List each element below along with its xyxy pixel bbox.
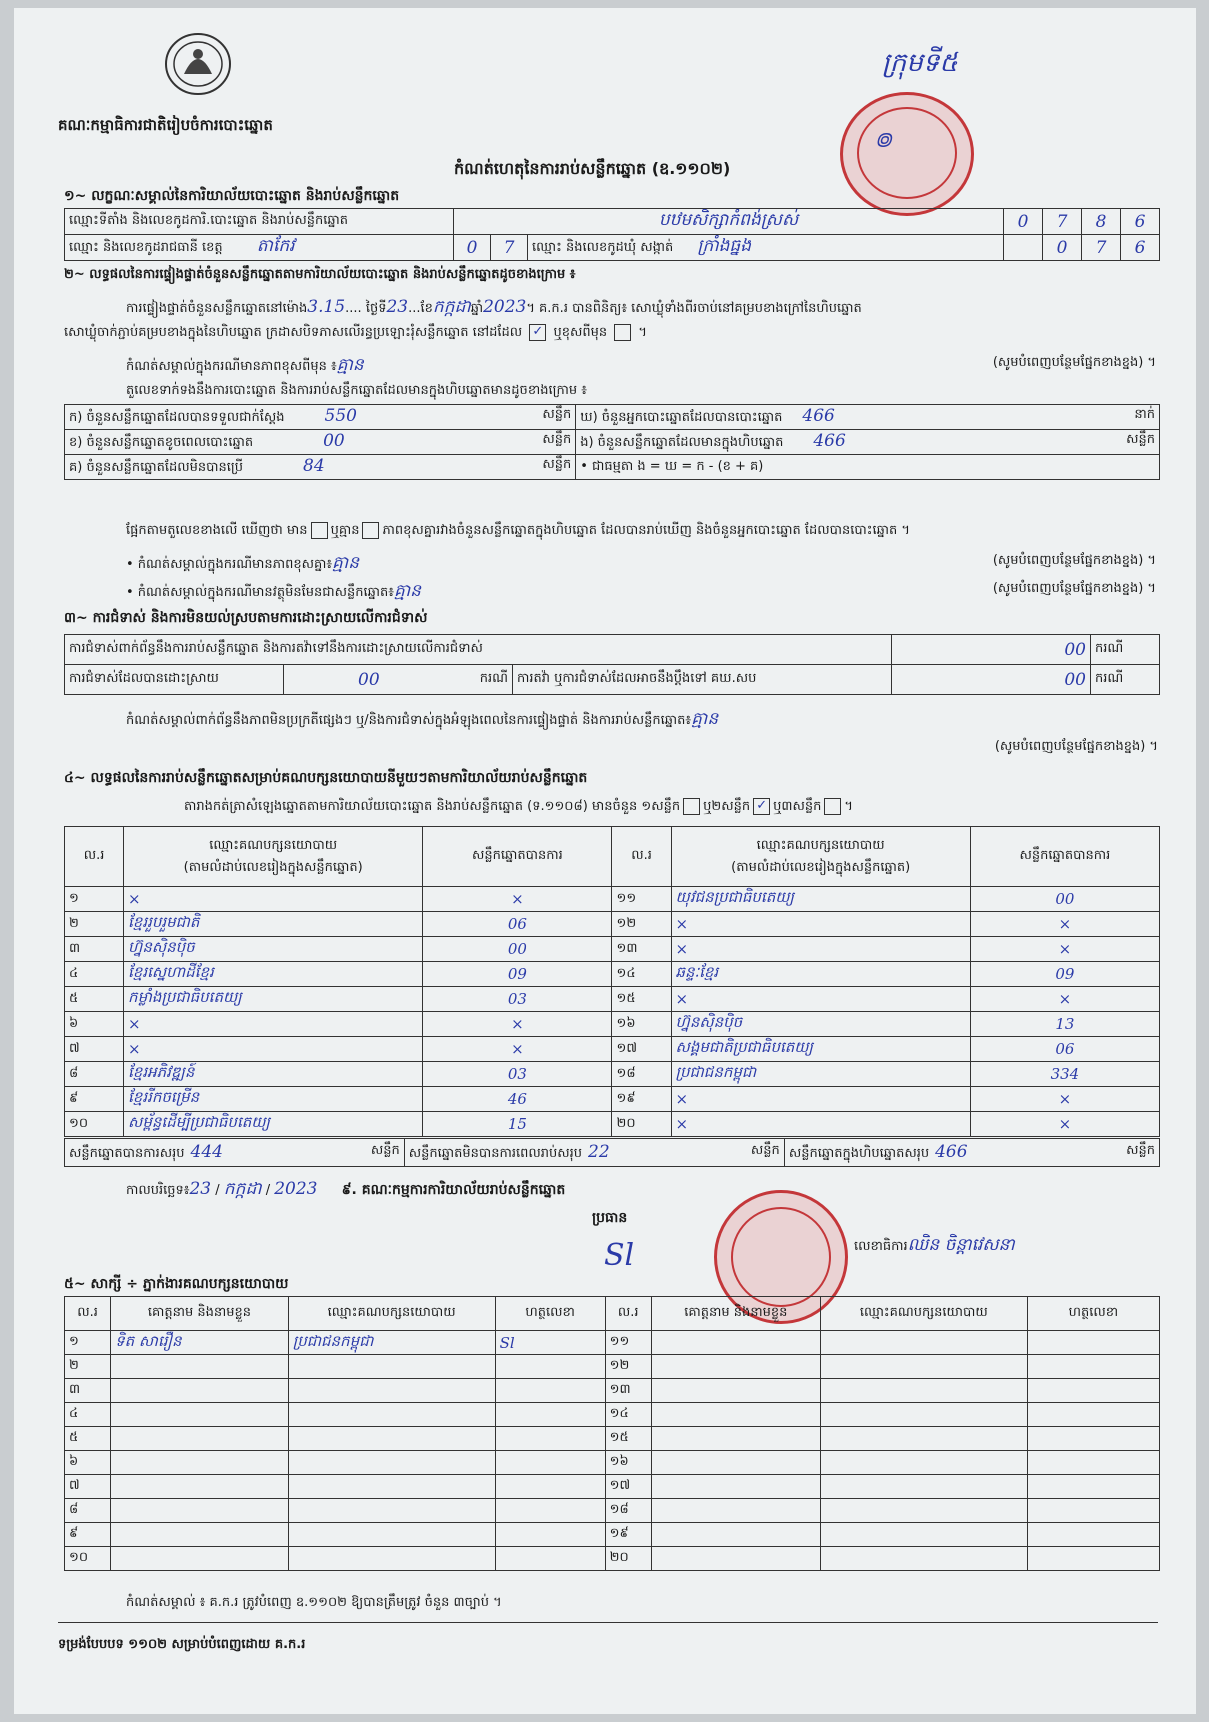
province-label: ឈ្មោះ និងលេខកូដរាជធានី ខេត្ត តាកែវ bbox=[65, 235, 454, 261]
count-d-value: 466 bbox=[802, 406, 835, 426]
witness-name bbox=[111, 1475, 289, 1499]
witness-name bbox=[651, 1451, 820, 1475]
signature-top: ៙ bbox=[874, 128, 893, 153]
result-party: សង្គមជាតិប្រជាធិបតេយ្យ bbox=[671, 1037, 970, 1062]
col-party-right: ឈ្មោះគណបក្សនយោបាយ (តាមលំដាប់លេខរៀងក្នុងសន្លឹកឆ្នោត) bbox=[671, 827, 970, 887]
witness-party bbox=[820, 1523, 1027, 1547]
witness-party bbox=[820, 1379, 1027, 1403]
results-row bbox=[65, 1112, 1160, 1137]
witness-no: ១៥ bbox=[605, 1427, 651, 1451]
diff-note-value: គ្មាន bbox=[332, 553, 360, 573]
date-month: កក្កដា bbox=[223, 1179, 262, 1199]
result-votes: 00 bbox=[423, 937, 612, 962]
chair-signature: Sl bbox=[604, 1238, 635, 1273]
result-party: ខ្មែររួបរួមជាតិ bbox=[124, 912, 423, 937]
handwritten-group: ក្រុមទី៥ bbox=[882, 48, 958, 78]
witness-sign bbox=[495, 1427, 605, 1451]
result-no: ៥ bbox=[65, 987, 124, 1012]
witness-no: ២ bbox=[65, 1355, 111, 1379]
office-code-2: 7 bbox=[1043, 209, 1082, 235]
witness-name bbox=[111, 1403, 289, 1427]
formula: • ជាធម្មតា ង = ឃ = ក - (ខ + គ) bbox=[576, 455, 1160, 480]
change-note-value: គ្មាន bbox=[336, 355, 364, 375]
witness-party bbox=[288, 1427, 495, 1451]
witness-party bbox=[820, 1355, 1027, 1379]
section4-heading: ៤~ លទ្ធផលនៃការរាប់សន្លឹកឆ្នោតសម្រាប់គណបក្សនយោបាយនីមួយៗតាមការិយាល័យរាប់សន្លឹកឆ្នោត bbox=[64, 770, 588, 786]
objection-row3-value: 00 bbox=[892, 665, 1091, 695]
witness-name: ទិត សារឿន bbox=[111, 1331, 289, 1355]
witness-sign bbox=[1027, 1427, 1159, 1451]
result-no: ១ bbox=[65, 887, 124, 912]
col-votes-right: សន្លឹកឆ្នោតបានការ bbox=[970, 827, 1159, 887]
witness-party bbox=[288, 1355, 495, 1379]
result-votes: 00 bbox=[970, 887, 1159, 912]
counts-table: ក) ចំនួនសន្លឹកឆ្នោតដែលបានទទួលជាក់ស្តែង 550 សន្លឹក ឃ) ចំនួនអ្នកបោះឆ្នោតដែលបានបោះឆ្នោត 466 នាក់ ខ) ចំនួនសន្លឹកឆ្នោតខូចពេលបោះឆ្នោត 00 សន្លឹក ង) ចំនួនសន្លឹកឆ្នោតដែលមានក្នុងហិបឆ្នោត 466 សន្លឹក គ) ចំនួនសន្លឹកឆ្នោតដែលមិនបានប្រើ 84 សន្លឹក • ជាធម្មតា ង = ឃ = ក - (ខ + គ) bbox=[64, 404, 1160, 480]
total-invalid-value: 22 bbox=[588, 1141, 610, 1162]
witness-no: ១៧ bbox=[605, 1475, 651, 1499]
objections-table: ការជំទាស់ពាក់ព័ន្ធនឹងការរាប់សន្លឹកឆ្នោត និងការតវ៉ាទៅនឹងការដោះស្រាយលើការជំទាស់ 00 ករណី ការជំទាស់ដែលបានដោះស្រាយ 00 ករណី ការតវ៉ា ឬការជំទាស់ដែលអាចនឹងប្តឹងទៅ គឃ.សប 00 ករណី bbox=[64, 634, 1160, 695]
witness-row bbox=[65, 1379, 1160, 1403]
witness-table bbox=[64, 1296, 1160, 1571]
result-no: ១៥ bbox=[612, 987, 671, 1012]
result-votes: 06 bbox=[423, 912, 612, 937]
form-title: កំណត់ហេតុនៃការរាប់សន្លឹកឆ្នោត (ឧ.១១០២) bbox=[454, 159, 731, 178]
witness-sign bbox=[495, 1355, 605, 1379]
count-a-label: ក) ចំនួនសន្លឹកឆ្នោតដែលបានទទួលជាក់ស្តែង bbox=[69, 410, 285, 425]
witness-no: ៧ bbox=[65, 1475, 111, 1499]
count-a-value: 550 bbox=[324, 406, 357, 426]
witness-party bbox=[288, 1451, 495, 1475]
results-row bbox=[65, 1012, 1160, 1037]
count-d-label: ឃ) ចំនួនអ្នកបោះឆ្នោតដែលបានបោះឆ្នោត bbox=[580, 410, 783, 425]
witness-party bbox=[288, 1523, 495, 1547]
result-votes: × bbox=[970, 1087, 1159, 1112]
result-no: ៦ bbox=[65, 1012, 124, 1037]
date-day: 23 bbox=[189, 1179, 212, 1199]
no-diff-checkbox[interactable] bbox=[362, 522, 379, 539]
witness-name bbox=[651, 1355, 820, 1379]
witness-party bbox=[288, 1475, 495, 1499]
verification-line-2: សោឃ្លុំចាក់ភ្ជាប់គម្របខាងក្នុងនៃហិបឆ្នោត ក្រដាសបិទភាសលើរន្ធប្រឡោះរុំសន្លឹកឆ្នោត នៅដដែល ✓ ឬខុសពីមុន ។ bbox=[64, 324, 647, 340]
result-votes: × bbox=[423, 1037, 612, 1062]
date-year: 2023 bbox=[274, 1179, 318, 1199]
footer-note: កំណត់សម្គាល់ ៖ គ.ក.រ ត្រូវបំពេញ ឧ.១១០២ ឱ្យបានត្រឹមត្រូវ ចំនួន ៣ច្បាប់ ។ bbox=[126, 1595, 502, 1610]
witness-party bbox=[820, 1547, 1027, 1571]
witness-sign bbox=[1027, 1331, 1159, 1355]
result-no: ១២ bbox=[612, 912, 671, 937]
org-name: គណៈកម្មាធិការជាតិរៀបចំការបោះឆ្នោត bbox=[58, 116, 273, 134]
result-votes: × bbox=[423, 887, 612, 912]
total-invalid-label: សន្លឹកឆ្នោតមិនបានការពេលរាប់សរុប bbox=[408, 1145, 583, 1161]
result-party: យុវជនប្រជាធិបតេយ្យ bbox=[671, 887, 970, 912]
result-party: × bbox=[124, 1012, 423, 1037]
results-row bbox=[65, 887, 1160, 912]
col-no-right: ល.រ bbox=[612, 827, 671, 887]
month-value: កក្កដា bbox=[432, 297, 471, 317]
witness-name bbox=[651, 1499, 820, 1523]
result-party: × bbox=[124, 1037, 423, 1062]
result-no: ៩ bbox=[65, 1087, 124, 1112]
commune-code-2: 7 bbox=[1082, 235, 1121, 261]
result-no: ៣ bbox=[65, 937, 124, 962]
result-no: ៤ bbox=[65, 962, 124, 987]
tally-sheets-line: តារាងកត់ត្រាសំឡេងឆ្នោតតាមការិយាល័យបោះឆ្នោត និងរាប់សន្លឹកឆ្នោត (ទ.១១០៨) មានចំនួន ១សន្លឹក ឬ២សន្លឹក ✓ ឬ៣សន្លឹក ។ bbox=[184, 798, 853, 814]
witness-sign bbox=[1027, 1475, 1159, 1499]
result-votes: × bbox=[970, 1112, 1159, 1137]
secretary-value: ឈិន ចិន្តាវេសនា bbox=[907, 1235, 1015, 1255]
witness-no: ៨ bbox=[65, 1499, 111, 1523]
col-party-left: ឈ្មោះគណបក្សនយោបាយ (តាមលំដាប់លេខរៀងក្នុងសន្លឹកឆ្នោត) bbox=[124, 827, 423, 887]
result-no: ២០ bbox=[612, 1112, 671, 1137]
witness-party bbox=[820, 1451, 1027, 1475]
witness-row bbox=[65, 1499, 1160, 1523]
witness-row bbox=[65, 1403, 1160, 1427]
result-party: ឆន្ទៈខ្មែរ bbox=[671, 962, 970, 987]
province-code-1: 0 bbox=[454, 235, 491, 261]
col-no-left: ល.រ bbox=[65, 827, 124, 887]
result-votes: 15 bbox=[423, 1112, 612, 1137]
result-party: × bbox=[671, 912, 970, 937]
result-party: × bbox=[671, 1112, 970, 1137]
witness-sign bbox=[495, 1403, 605, 1427]
objection-row3-label: ការតវ៉ា ឬការជំទាស់ដែលអាចនឹងប្តឹងទៅ គឃ.សប bbox=[513, 665, 892, 695]
year-value: 2023 bbox=[483, 297, 527, 317]
witness-party bbox=[820, 1475, 1027, 1499]
commune-value: ក្រាំងធ្នង bbox=[697, 236, 752, 256]
office-label: ឈ្មោះទីតាំង និងលេខកូដការិ.បោះឆ្នោត និងរាប់សន្លឹកឆ្នោត bbox=[65, 209, 454, 235]
total-valid-label: សន្លឹកឆ្នោតបានការសរុប bbox=[69, 1145, 185, 1161]
count-e-value: 466 bbox=[813, 431, 846, 451]
office-code-3: 8 bbox=[1082, 209, 1121, 235]
results-row bbox=[65, 962, 1160, 987]
section1-heading: ១~ លក្ខណៈសម្គាល់នៃការិយាល័យបោះឆ្នោត និងរាប់សន្លឹកឆ្នោត bbox=[64, 188, 400, 204]
count-b-value: 00 bbox=[323, 431, 345, 451]
witness-row bbox=[65, 1475, 1160, 1499]
witness-party bbox=[820, 1499, 1027, 1523]
witness-sign bbox=[1027, 1523, 1159, 1547]
official-stamp-top bbox=[840, 92, 974, 216]
witness-no: ៣ bbox=[65, 1379, 111, 1403]
witness-name bbox=[651, 1331, 820, 1355]
unchanged-checkbox[interactable]: ✓ bbox=[529, 324, 546, 341]
result-party: ហ្វ៊ុនស៊ិនប៉ិច bbox=[671, 1012, 970, 1037]
result-votes: 13 bbox=[970, 1012, 1159, 1037]
section5-heading: ៥~ សាក្សី ÷ ភ្នាក់ងារគណបក្សនយោបាយ bbox=[64, 1276, 289, 1292]
results-totals: សន្លឹកឆ្នោតបានការសរុប 444 សន្លឹក សន្លឹកឆ្នោតមិនបានការពេលរាប់សរុប 22 សន្លឹក សន្លឹកឆ្នោតក្នុងហិបឆ្នោតសរុប 466 សន្លឹក bbox=[64, 1138, 1160, 1167]
results-table bbox=[64, 826, 1160, 1137]
result-party: ខ្មែររីកចម្រើន bbox=[124, 1087, 423, 1112]
result-votes: 334 bbox=[970, 1062, 1159, 1087]
one-sheet-checkbox[interactable] bbox=[683, 798, 700, 815]
result-party: ប្រជាជនកម្ពុជា bbox=[671, 1062, 970, 1087]
witness-name bbox=[111, 1427, 289, 1451]
witness-party bbox=[288, 1379, 495, 1403]
w-col-no-left: ល.រ bbox=[65, 1297, 111, 1331]
results-row bbox=[65, 1037, 1160, 1062]
witness-name bbox=[651, 1475, 820, 1499]
emblem-logo bbox=[162, 30, 234, 98]
commune-code-1: 0 bbox=[1043, 235, 1082, 261]
commune-cell: ឈ្មោះ និងលេខកូដឃុំ សង្កាត់ ក្រាំងធ្នង bbox=[528, 235, 1004, 261]
form-page bbox=[14, 8, 1196, 1714]
commune-code-3: 6 bbox=[1121, 235, 1160, 261]
w-col-sign-right: ហត្ថលេខា bbox=[1027, 1297, 1159, 1331]
witness-no: ១៤ bbox=[605, 1403, 651, 1427]
witness-no: ១០ bbox=[65, 1547, 111, 1571]
count-c-label: គ) ចំនួនសន្លឹកឆ្នោតដែលមិនបានប្រើ bbox=[69, 460, 243, 475]
witness-sign bbox=[1027, 1451, 1159, 1475]
objection-row2-label: ការជំទាស់ដែលបានដោះស្រាយ bbox=[65, 665, 284, 695]
results-row bbox=[65, 1087, 1160, 1112]
witness-party bbox=[820, 1403, 1027, 1427]
witness-name bbox=[111, 1355, 289, 1379]
witness-sign bbox=[1027, 1355, 1159, 1379]
result-party: ខ្មែរស្នេហាដីខ្មែរ bbox=[124, 962, 423, 987]
has-diff-checkbox[interactable] bbox=[311, 522, 328, 539]
witness-sign bbox=[1027, 1499, 1159, 1523]
day-value: 23 bbox=[386, 297, 409, 317]
witness-name bbox=[651, 1547, 820, 1571]
witness-no: ១៦ bbox=[605, 1451, 651, 1475]
witness-sign bbox=[495, 1523, 605, 1547]
chair-label: ប្រធាន bbox=[592, 1210, 628, 1226]
witness-sign bbox=[495, 1451, 605, 1475]
witness-row bbox=[65, 1523, 1160, 1547]
result-votes: 09 bbox=[970, 962, 1159, 987]
witness-party bbox=[288, 1547, 495, 1571]
witness-row bbox=[65, 1427, 1160, 1451]
witness-sign bbox=[495, 1499, 605, 1523]
time-value: 3.15 bbox=[307, 297, 346, 317]
results-row bbox=[65, 1062, 1160, 1087]
invalid-note-value: គ្មាន bbox=[393, 581, 421, 601]
col-votes-left: សន្លឹកឆ្នោតបានការ bbox=[423, 827, 612, 887]
witness-row bbox=[65, 1451, 1160, 1475]
section3-heading: ៣~ ការជំទាស់ និងការមិនយល់ស្របតាមការដោះស្រាយលើការជំទាស់ bbox=[64, 610, 428, 626]
witness-no: ១ bbox=[65, 1331, 111, 1355]
results-row bbox=[65, 937, 1160, 962]
result-votes: 09 bbox=[423, 962, 612, 987]
total-box-label: សន្លឹកឆ្នោតក្នុងហិបឆ្នោតសរុប bbox=[788, 1145, 930, 1161]
witness-name bbox=[111, 1523, 289, 1547]
total-valid-value: 444 bbox=[190, 1141, 223, 1162]
result-no: ១៤ bbox=[612, 962, 671, 987]
witness-name bbox=[651, 1427, 820, 1451]
witness-sign bbox=[1027, 1547, 1159, 1571]
count-e-label: ង) ចំនួនសន្លឹកឆ្នោតដែលមានក្នុងហិបឆ្នោត bbox=[580, 435, 784, 450]
witness-row bbox=[65, 1355, 1160, 1379]
witness-name bbox=[111, 1379, 289, 1403]
irregularity-note-suffix: (សូមបំពេញបន្ថែមផ្នែកខាងខ្នង) ។ bbox=[994, 739, 1158, 754]
result-no: ១១ bbox=[612, 887, 671, 912]
footer-rule bbox=[58, 1622, 1158, 1623]
w-col-party-right: ឈ្មោះគណបក្សនយោបាយ bbox=[820, 1297, 1027, 1331]
result-party: ខ្មែរអភិវឌ្ឍន៍ bbox=[124, 1062, 423, 1087]
objection-row2-value: 00 bbox=[358, 669, 380, 690]
result-no: ១៨ bbox=[612, 1062, 671, 1087]
result-no: ៨ bbox=[65, 1062, 124, 1087]
difference-line: ផ្អែកតាមតួលេខខាងលើ ឃើញថា មាន ឬគ្មាន ភាពខុសគ្នារវាងចំនួនសន្លឹកឆ្នោតក្នុងហិបឆ្នោត ដែលបានរាប់ឃើញ និងចំនួនអ្នកបោះឆ្នោត ដែលបានបោះឆ្នោត ។ bbox=[126, 523, 910, 538]
witness-name bbox=[111, 1451, 289, 1475]
witness-no: ១២ bbox=[605, 1355, 651, 1379]
witness-name bbox=[651, 1379, 820, 1403]
witness-no: ៤ bbox=[65, 1403, 111, 1427]
result-votes: × bbox=[423, 1012, 612, 1037]
diff-note-line: • កំណត់សម្គាល់ក្នុងករណីមានភាពខុសគ្នា៖គ្មាន (សូមបំពេញបន្ថែមផ្នែកខាងខ្នង) ។ bbox=[126, 553, 1156, 573]
witness-no: ១៨ bbox=[605, 1499, 651, 1523]
witness-row bbox=[65, 1547, 1160, 1571]
witness-no: ៩ bbox=[65, 1523, 111, 1547]
result-party: កម្លាំងប្រជាធិបតេយ្យ bbox=[124, 987, 423, 1012]
w-col-no-right: ល.រ bbox=[605, 1297, 651, 1331]
result-votes: × bbox=[970, 912, 1159, 937]
invalid-note-line: • កំណត់សម្គាល់ក្នុងករណីមានវត្ថុមិនមែនជាសន្លឹកឆ្នោត៖គ្មាន (សូមបំពេញបន្ថែមផ្នែកខាងខ្នង) ។ bbox=[126, 581, 1156, 601]
witness-no: ២០ bbox=[605, 1547, 651, 1571]
witness-sign bbox=[495, 1547, 605, 1571]
witness-name bbox=[651, 1403, 820, 1427]
witness-party bbox=[820, 1331, 1027, 1355]
office-code-4: 6 bbox=[1121, 209, 1160, 235]
witness-party: ប្រជាជនកម្ពុជា bbox=[288, 1331, 495, 1355]
irregularity-note: កំណត់សម្គាល់ពាក់ព័ន្ធនឹងភាពមិនប្រក្រតីផ្សេងៗ ឬ/និងការជំទាស់ក្នុងអំឡុងពេលនៃការផ្ទៀងផ្ទាត់ និងការរាប់សន្លឹកឆ្នោត៖គ្មាន bbox=[126, 709, 719, 729]
witness-no: ៦ bbox=[65, 1451, 111, 1475]
result-no: ២ bbox=[65, 912, 124, 937]
province-code-2: 7 bbox=[491, 235, 528, 261]
results-row bbox=[65, 987, 1160, 1012]
result-no: ១៩ bbox=[612, 1087, 671, 1112]
witness-no: ១៩ bbox=[605, 1523, 651, 1547]
counts-intro: តួលេខទាក់ទងនឹងការបោះឆ្នោត និងការរាប់សន្លឹកឆ្នោតដែលមានក្នុងហិបឆ្នោតមានដូចខាងក្រោម ៖ bbox=[126, 383, 587, 398]
date-line: កាលបរិច្ឆេទ៖23 / កក្កដា / 2023 ៩. គណៈកម្មការការិយាល័យរាប់សន្លឹកឆ្នោត bbox=[126, 1179, 566, 1199]
witness-name bbox=[651, 1523, 820, 1547]
w-col-name-right: គោត្តនាម និងនាមខ្លួន bbox=[651, 1297, 820, 1331]
section2-heading: ២~ លទ្ធផលនៃការផ្ទៀងផ្ទាត់ចំនួនសន្លឹកឆ្នោតតាមការិយាល័យបោះឆ្នោត និងរាប់សន្លឹកឆ្នោតដូចខាងក្រោម ៖ bbox=[64, 267, 576, 282]
result-party: សម្ព័ន្ធដើម្បីប្រជាធិបតេយ្យ bbox=[124, 1112, 423, 1137]
objection-row1-label: ការជំទាស់ពាក់ព័ន្ធនឹងការរាប់សន្លឹកឆ្នោត និងការតវ៉ាទៅនឹងការដោះស្រាយលើការជំទាស់ bbox=[65, 635, 892, 665]
witness-sign bbox=[1027, 1403, 1159, 1427]
office-value: បឋមសិក្សាកំពង់ស្រស់ bbox=[454, 209, 1004, 235]
result-party: × bbox=[124, 887, 423, 912]
total-box-value: 466 bbox=[935, 1141, 968, 1162]
count-c-value: 84 bbox=[303, 456, 325, 476]
witness-no: ១៣ bbox=[605, 1379, 651, 1403]
witness-sign: Sl bbox=[495, 1331, 605, 1355]
result-party: ហ្វ៊ុនស៊ិនប៉ិច bbox=[124, 937, 423, 962]
result-no: ១៦ bbox=[612, 1012, 671, 1037]
witness-party bbox=[288, 1499, 495, 1523]
committee-label: ៩. គណៈកម្មការការិយាល័យរាប់សន្លឹកឆ្នោត bbox=[341, 1182, 566, 1198]
witness-party bbox=[820, 1427, 1027, 1451]
irregularity-note-value: គ្មាន bbox=[691, 709, 719, 729]
result-party: × bbox=[671, 937, 970, 962]
result-votes: 46 bbox=[423, 1087, 612, 1112]
result-votes: × bbox=[970, 937, 1159, 962]
province-value: តាកែវ bbox=[256, 236, 295, 256]
w-col-name-left: គោត្តនាម និងនាមខ្លួន bbox=[111, 1297, 289, 1331]
witness-name bbox=[111, 1499, 289, 1523]
result-party: × bbox=[671, 1087, 970, 1112]
witness-no: ៥ bbox=[65, 1427, 111, 1451]
result-party: × bbox=[671, 987, 970, 1012]
changed-checkbox[interactable] bbox=[614, 324, 631, 341]
witness-name bbox=[111, 1547, 289, 1571]
result-votes: 03 bbox=[423, 1062, 612, 1087]
secretary-line: លេខាធិការឈិន ចិន្តាវេសនា bbox=[854, 1235, 1015, 1255]
change-note-line: កំណត់សម្គាល់ក្នុងករណីមានភាពខុសពីមុន ៖គ្មាន (សូមបំពេញបន្ថែមផ្នែកខាងខ្នង) ។ bbox=[126, 355, 1156, 375]
results-row bbox=[65, 912, 1160, 937]
witness-sign bbox=[495, 1379, 605, 1403]
result-no: ១៣ bbox=[612, 937, 671, 962]
witness-sign bbox=[1027, 1379, 1159, 1403]
three-sheet-checkbox[interactable] bbox=[824, 798, 841, 815]
result-no: ១៧ bbox=[612, 1037, 671, 1062]
objection-row1-value: 00 bbox=[892, 635, 1091, 665]
form-reference: ទម្រង់បែបបទ ១១០២ សម្រាប់បំពេញដោយ គ.ក.រ bbox=[58, 1637, 306, 1652]
result-votes: × bbox=[970, 987, 1159, 1012]
result-votes: 06 bbox=[970, 1037, 1159, 1062]
witness-row bbox=[65, 1331, 1160, 1355]
w-col-party-left: ឈ្មោះគណបក្សនយោបាយ bbox=[288, 1297, 495, 1331]
verification-line-1: ការផ្ទៀងផ្ទាត់ចំនួនសន្លឹកឆ្នោតនៅម៉ោង3.15.... ថ្ងៃទី23...ខែកក្កដាឆ្នាំ2023។ គ.ក.រ បានពិនិត្យ៖ សោឃ្លុំទាំងពីរចាប់នៅគម្របខាងក្រៅនៃហិបឆ្នោត bbox=[126, 297, 862, 317]
w-col-sign-left: ហត្ថលេខា bbox=[495, 1297, 605, 1331]
result-votes: 03 bbox=[423, 987, 612, 1012]
office-code-1: 0 bbox=[1004, 209, 1043, 235]
witness-party bbox=[288, 1403, 495, 1427]
section1-table bbox=[64, 208, 1160, 261]
witness-no: ១១ bbox=[605, 1331, 651, 1355]
result-no: ៧ bbox=[65, 1037, 124, 1062]
count-b-label: ខ) ចំនួនសន្លឹកឆ្នោតខូចពេលបោះឆ្នោត bbox=[69, 435, 254, 450]
witness-sign bbox=[495, 1475, 605, 1499]
two-sheet-checkbox[interactable]: ✓ bbox=[753, 798, 770, 815]
result-no: ១០ bbox=[65, 1112, 124, 1137]
